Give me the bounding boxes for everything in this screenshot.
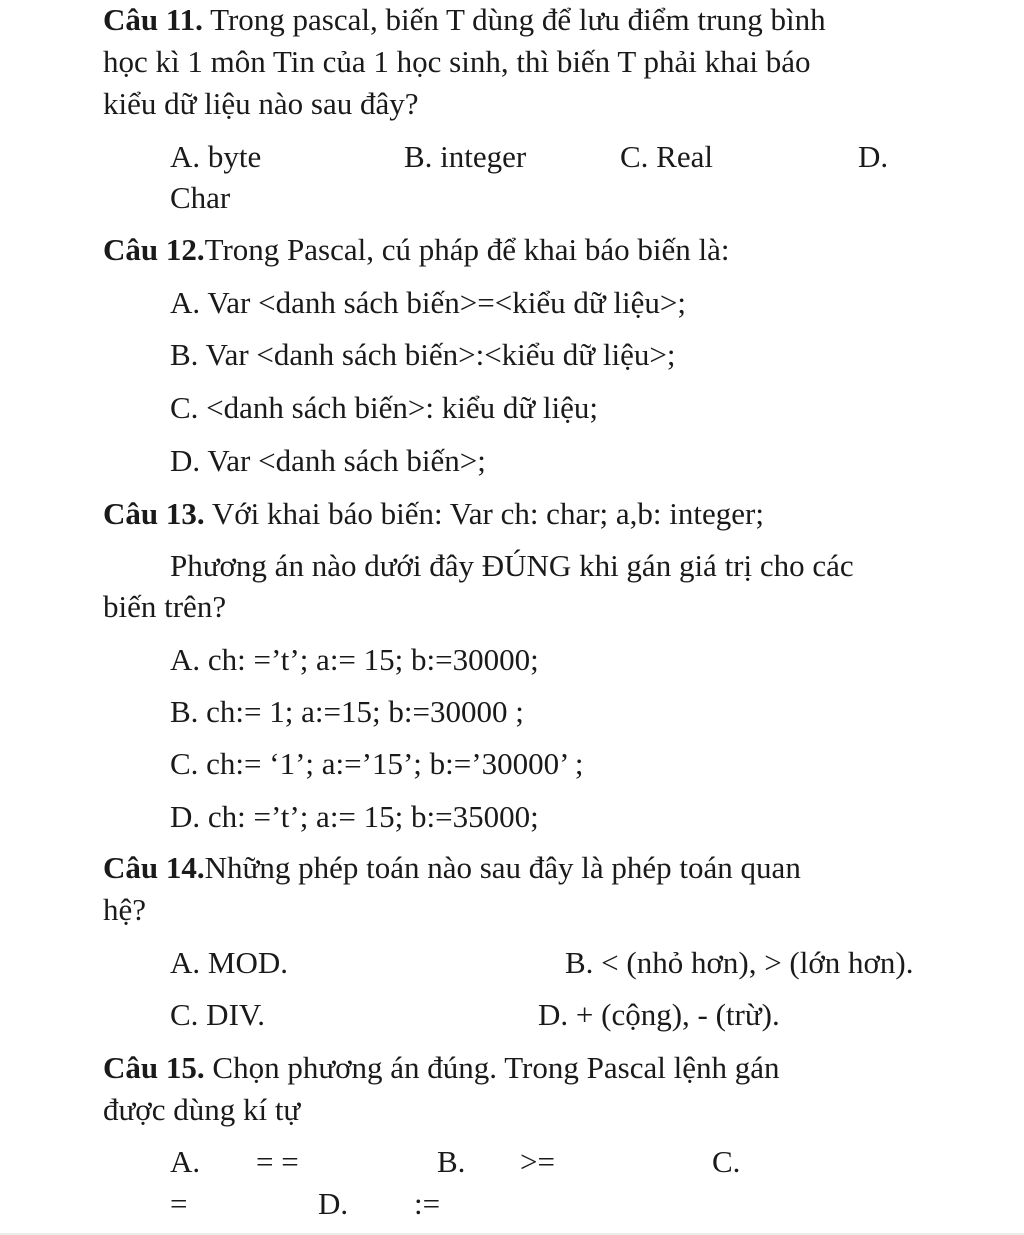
q11-option-b: B. integer: [404, 139, 527, 174]
q12-line-1: [103, 232, 730, 268]
q14-option-c: C. DIV.: [170, 997, 266, 1032]
q12-option-d: D. Var <danh sách biến>;: [170, 443, 486, 478]
q14-option-d: D. + (cộng), - (trừ).: [538, 997, 780, 1032]
q14-line-1: [103, 850, 801, 886]
q12-stem-1: Trong Pascal, cú pháp để khai báo biến là:: [204, 232, 730, 267]
q13-number: Câu 13.: [103, 496, 205, 531]
q14-number: Câu 14.: [103, 850, 205, 885]
q12-option-c: C. <danh sách biến>: kiểu dữ liệu;: [170, 390, 598, 425]
q15-stem-2: được dùng kí tự: [103, 1092, 301, 1127]
q15-option-d-value: :=: [414, 1186, 441, 1221]
q11-line-1: [103, 2, 826, 38]
q15-option-b-value: >=: [520, 1144, 555, 1179]
q14-stem-1: Những phép toán nào sau đây là phép toán quan: [204, 850, 801, 885]
q11-number: Câu 11.: [103, 2, 203, 37]
q13-stem-2: Phương án nào dưới đây ĐÚNG khi gán giá trị cho các: [170, 548, 854, 583]
q13-line-1: [103, 496, 764, 532]
q12-number: Câu 12.: [103, 232, 205, 267]
q11-option-d-text: Char: [170, 180, 231, 215]
q14-stem-2: hệ?: [103, 892, 147, 927]
q11-stem-1: Trong pascal, biến T dùng để lưu điểm trung bình: [202, 2, 826, 37]
q15-line-1: [103, 1050, 779, 1086]
q12-option-a: A. Var <danh sách biến>=<kiểu dữ liệu>;: [170, 285, 687, 320]
q13-option-c: C. ch:= ‘1’; a:=’15’; b:=’30000’ ;: [170, 746, 584, 781]
q15-stem-1: Chọn phương án đúng. Trong Pascal lệnh gán: [204, 1050, 780, 1085]
q15-number: Câu 15.: [103, 1050, 205, 1085]
q12-option-b: B. Var <danh sách biến>:<kiểu dữ liệu>;: [170, 337, 676, 372]
q15-option-c-value: =: [170, 1186, 188, 1221]
q15-option-b-label: B.: [437, 1144, 466, 1179]
q13-option-b: B. ch:= 1; a:=15; b:=30000 ;: [170, 694, 524, 729]
q14-option-b: B. < (nhỏ hơn), > (lớn hơn).: [565, 945, 914, 980]
q11-option-a: A. byte: [170, 139, 262, 174]
q11-option-d-label: D.: [858, 139, 889, 174]
q15-option-a-label: A.: [170, 1144, 201, 1179]
q11-stem-3: kiểu dữ liệu nào sau đây?: [103, 86, 419, 121]
q13-option-d: D. ch: =’t’; a:= 15; b:=35000;: [170, 799, 539, 834]
q13-stem-3: biến trên?: [103, 589, 227, 624]
q13-option-a: A. ch: =’t’; a:= 15; b:=30000;: [170, 642, 539, 677]
q15-option-d-label: D.: [318, 1186, 349, 1221]
q11-stem-2: học kì 1 môn Tin của 1 học sinh, thì biến T phải khai báo: [103, 44, 811, 79]
q11-option-c: C. Real: [620, 139, 713, 174]
q15-option-a-value: = =: [256, 1144, 299, 1179]
q14-option-a: A. MOD.: [170, 945, 288, 980]
q13-stem-1: Với khai báo biến: Var ch: char; a,b: integer;: [204, 496, 764, 531]
q15-option-c-label: C.: [712, 1144, 741, 1179]
